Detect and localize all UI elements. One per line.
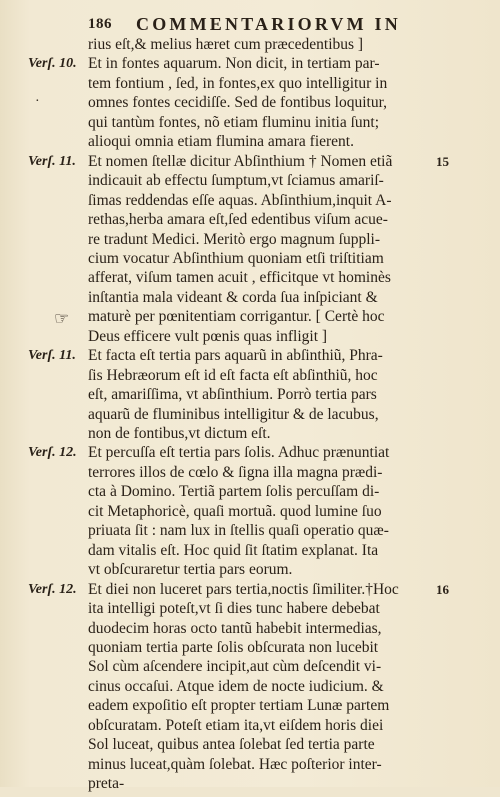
line-text: cit Metaphoricè, quaſi mortuã. quod lumine ſuo: [88, 502, 382, 520]
line-text: cta à Domino. Tertiã partem ſolis percuſſam di-: [88, 483, 380, 501]
line-text: dam vitalis eſt. Hoc quid ſit ſtatim explanat. Ita: [88, 541, 379, 559]
line-text: Deus efficere vult pœnis quas infligit ]: [88, 327, 328, 345]
margin-reference-number: 16: [436, 581, 449, 597]
line-text: Et percuſſa eſt tertia pars ſolis. Adhuc prænuntiat: [88, 444, 390, 462]
line-text: vt obſcuraretur tertia pars eorum.: [88, 561, 293, 579]
line-text: ita intelligi poteſt,vt ſi dies tunc habere debebat: [88, 600, 380, 618]
line-text: qui tantùm fontes, nõ etiam fluminu initia ſunt;: [88, 113, 380, 131]
verse-marker: Verſ. 10.: [28, 56, 77, 72]
line-text: tem fontium , ſed, in fontes,ex quo intelligitur in: [88, 74, 388, 92]
line-text: eſt, amariſſima, vt abſinthium. Porrò tertia pars: [88, 386, 377, 404]
line-text: Et diei non luceret pars tertia,noctis ſimiliter.†Hoc: [88, 580, 399, 598]
line-text: rethas,herba amara eſt,ſed edentibus viſum acue-: [88, 211, 388, 229]
line-text: obſcuratam. Poteſt etiam ita,vt eiſdem horis diei: [88, 716, 384, 734]
line-text: preta-: [88, 775, 125, 793]
line-text: re tradunt Medici. Meritò ergo magnum ſuppli-: [88, 230, 380, 248]
margin-dot: ·: [35, 94, 40, 110]
line-text: terrores illos de cœlo & ſigna illa magna prædi-: [88, 463, 383, 481]
verse-marker: Verſ. 12.: [28, 581, 77, 597]
page-number: 186: [88, 16, 112, 32]
line-text: Sol cùm aſcendere incipit,aut cùm deſcendit vi-: [88, 658, 382, 676]
line-text: cium vocatur Abſinthium quoniam etſi triſtitiam: [88, 249, 384, 267]
line-text: omnes fontes cecidiſſe. Sed de fontibus loquitur,: [88, 94, 387, 112]
line-text: Et in fontes aquarum. Non dicit, in tertiam par-: [88, 55, 380, 73]
line-text: Et facta eſt tertia pars aquarũ in abſinthiũ, Phra-: [88, 347, 383, 365]
verse-marker: Verſ. 11.: [28, 348, 76, 364]
line-text: eadem expoſitio eſt propter tertiam Lunæ partem: [88, 697, 390, 715]
line-text: ſimas reddendas eſſe aquas. Abſinthium,inquit A-: [88, 191, 392, 209]
line-text: minus luceat,quàm ſolebat. Hæc poſterior inter-: [88, 755, 382, 773]
line-text: ſis Hebræorum eſt id eſt facta eſt abſinthiũ, hoc: [88, 366, 378, 384]
line-text: alioqui omnia etiam flumina amara fierent.: [88, 133, 354, 151]
line-text: inſtantia mala videant & corda ſua inſpiciant &: [88, 288, 378, 306]
verse-marker: Verſ. 12.: [28, 445, 77, 461]
text-line: [0, 775, 500, 797]
line-text: afferat, viſum tamen acuit , efficitque vt hominès: [88, 269, 391, 287]
line-text: quoniam tertia parte ſolis obſcurata non lucebit: [88, 638, 379, 656]
pointing-hand-icon: ☞: [54, 309, 70, 329]
line-text: rius eſt,& melius hæret cum præcedentibus ]: [88, 36, 364, 53]
line-text: maturè per pœnitentiam corrigantur. [ Certè hoc: [88, 308, 385, 326]
running-title: COMMENTARIORVM IN: [136, 14, 401, 34]
line-text: duodecim horas octo tantũ habebit intermedias,: [88, 619, 382, 637]
margin-reference-number: 15: [436, 153, 449, 169]
line-text: Et nomen ſtellæ dicitur Abſinthium † Nomen etiã: [88, 152, 393, 170]
verse-marker: Verſ. 11.: [28, 153, 76, 169]
line-text: indicauit ab effectu ſumptum,vt ſciamus amariſ-: [88, 172, 384, 190]
line-text: Sol luceat, quibus antea ſolebat ſed tertia parte: [88, 736, 375, 754]
line-text: aquarũ de fluminibus intelligitur & de lacubus,: [88, 405, 379, 423]
line-text: cinus occaſui. Atque idem de nocte iudicium. &: [88, 677, 384, 695]
page-header: [0, 14, 500, 38]
line-text: priuata ſit : nam lux in ſtellis quaſi operatio quæ-: [88, 522, 389, 540]
line-text: non de fontibus,vt dictum eſt.: [88, 425, 271, 442]
